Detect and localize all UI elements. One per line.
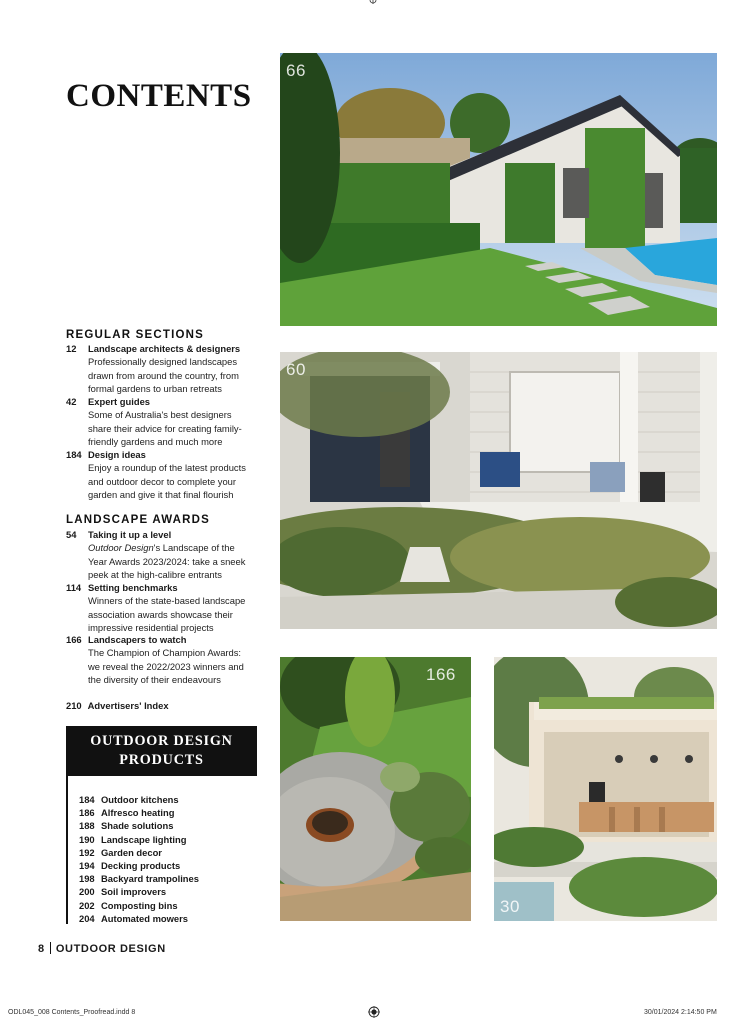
toc-entry-title: Advertisers' Index	[87, 700, 169, 711]
toc-page-number: 12	[66, 343, 77, 354]
toc-entry-desc: impressive residential projects	[88, 622, 214, 634]
photo-page-number: 166	[426, 665, 456, 684]
toc-entry-desc: association awards showcase their	[88, 608, 233, 620]
folio-divider	[50, 942, 51, 954]
product-page: 188	[79, 820, 95, 832]
toc-page-number: 54	[66, 529, 77, 540]
photo-verandah-garden[interactable]	[280, 352, 717, 629]
toc-entry-desc: and outdoor decor to complete your	[88, 475, 237, 487]
toc-entry-desc: Winners of the state-based landscape	[88, 595, 246, 607]
registration-mark-top	[369, 0, 377, 5]
product-page: 202	[79, 899, 95, 911]
product-item[interactable]	[79, 859, 199, 872]
toc-entry[interactable]	[66, 581, 266, 635]
product-label: Alfresco heating	[101, 807, 175, 819]
product-page: 186	[79, 807, 95, 819]
product-item[interactable]	[79, 846, 199, 859]
toc-entry-title: Design ideas	[88, 449, 146, 460]
product-label: Backyard trampolines	[101, 873, 199, 885]
product-item[interactable]	[79, 872, 199, 885]
photo-cottage-pool[interactable]	[280, 53, 717, 326]
photo-page-number: 66	[286, 61, 306, 80]
product-item[interactable]	[79, 833, 199, 846]
toc-entry-desc: drawn from around the country, from	[88, 369, 239, 381]
toc-entry-desc: The Champion of Champion Awards:	[88, 647, 242, 659]
products-heading-line1: OUTDOOR DESIGN	[90, 733, 233, 749]
toc-entry-desc: the diversity of their endeavours	[88, 674, 221, 686]
product-page: 190	[79, 833, 95, 845]
products-heading-box	[66, 726, 257, 776]
toc-entry-advertisers[interactable]	[66, 700, 175, 711]
product-page: 200	[79, 886, 95, 898]
product-label: Shade solutions	[101, 820, 174, 832]
product-label: Decking products	[101, 860, 181, 872]
products-rule	[66, 776, 68, 924]
products-heading-line2: PRODUCTS	[119, 752, 204, 768]
product-item[interactable]	[79, 912, 199, 925]
product-item[interactable]	[79, 885, 199, 898]
toc-entry-title: Taking it up a level	[88, 529, 172, 540]
product-label: Soil improvers	[101, 886, 167, 898]
toc-entry-desc: formal gardens to urban retreats	[88, 383, 222, 395]
product-label: Landscape lighting	[101, 833, 187, 845]
toc-entry[interactable]	[66, 395, 266, 449]
toc-page-number: 42	[66, 396, 77, 407]
toc-entry-title: Expert guides	[88, 396, 150, 407]
product-item[interactable]	[79, 806, 199, 819]
photo-fire-pit[interactable]	[280, 657, 471, 921]
product-label: Garden decor	[101, 846, 162, 858]
slug-timestamp: 30/01/2024 2:14:50 PM	[644, 1009, 717, 1016]
toc-entry[interactable]	[66, 342, 266, 396]
page-title: CONTENTS	[66, 78, 252, 114]
product-page: 192	[79, 846, 95, 858]
toc-entry[interactable]	[66, 633, 266, 687]
toc-entry-desc: friendly gardens and much more	[88, 436, 223, 448]
photo-page-number: 60	[286, 360, 306, 379]
toc-page-number: 114	[66, 582, 82, 593]
product-item[interactable]	[79, 899, 199, 912]
toc-page-number: 184	[66, 449, 82, 460]
product-label: Outdoor kitchens	[101, 794, 179, 805]
product-item[interactable]	[79, 793, 199, 806]
product-page: 194	[79, 860, 95, 872]
toc-entry-desc-rest: 's Landscape of the	[153, 542, 235, 554]
photo-page-number: 30	[500, 897, 520, 916]
product-label: Composting bins	[101, 899, 178, 911]
product-page: 204	[79, 912, 95, 924]
toc-entry-desc: Enjoy a roundup of the latest products	[88, 462, 246, 474]
toc-entry-desc: Professionally designed landscapes	[88, 356, 238, 368]
product-item[interactable]	[79, 819, 199, 832]
slug-filename: ODL045_008 Contents_Proofread.indd 8	[8, 1009, 136, 1016]
product-label: Automated mowers	[101, 912, 188, 924]
magazine-name-italic: Outdoor Design	[88, 542, 154, 554]
folio-page-number: 8	[38, 943, 45, 955]
landscape-awards-heading: LANDSCAPE AWARDS	[66, 514, 211, 526]
toc-entry-desc: garden and give it that final flourish	[88, 489, 234, 501]
toc-entry[interactable]	[66, 448, 266, 502]
regular-sections-heading: REGULAR SECTIONS	[66, 329, 205, 341]
toc-entry-desc: we reveal the 2022/2023 winners and	[88, 660, 244, 672]
product-page: 184	[79, 794, 95, 805]
toc-page-number: 166	[66, 634, 82, 645]
toc-entry-desc: Some of Australia's best designers	[88, 409, 232, 421]
products-list	[79, 793, 199, 925]
toc-entry-title: Landscape architects & designers	[88, 343, 241, 354]
toc-entry-title: Landscapers to watch	[88, 634, 187, 645]
toc-page-number: 210	[66, 700, 82, 711]
toc-entry[interactable]	[66, 528, 266, 582]
toc-entry-desc: Year Awards 2023/2024: take a sneek	[88, 555, 246, 567]
page-folio	[38, 942, 166, 955]
photo-outdoor-kitchen[interactable]	[494, 657, 717, 921]
toc-entry-title: Setting benchmarks	[88, 582, 178, 593]
registration-mark-icon	[368, 1006, 380, 1018]
toc-entry-desc: share their advice for creating family-	[88, 422, 242, 434]
product-page: 198	[79, 873, 95, 885]
folio-magazine-name: OUTDOOR DESIGN	[55, 943, 166, 955]
toc-entry-desc: peek at the high-calibre entrants	[88, 569, 222, 581]
toc-entry-desc	[88, 541, 266, 554]
